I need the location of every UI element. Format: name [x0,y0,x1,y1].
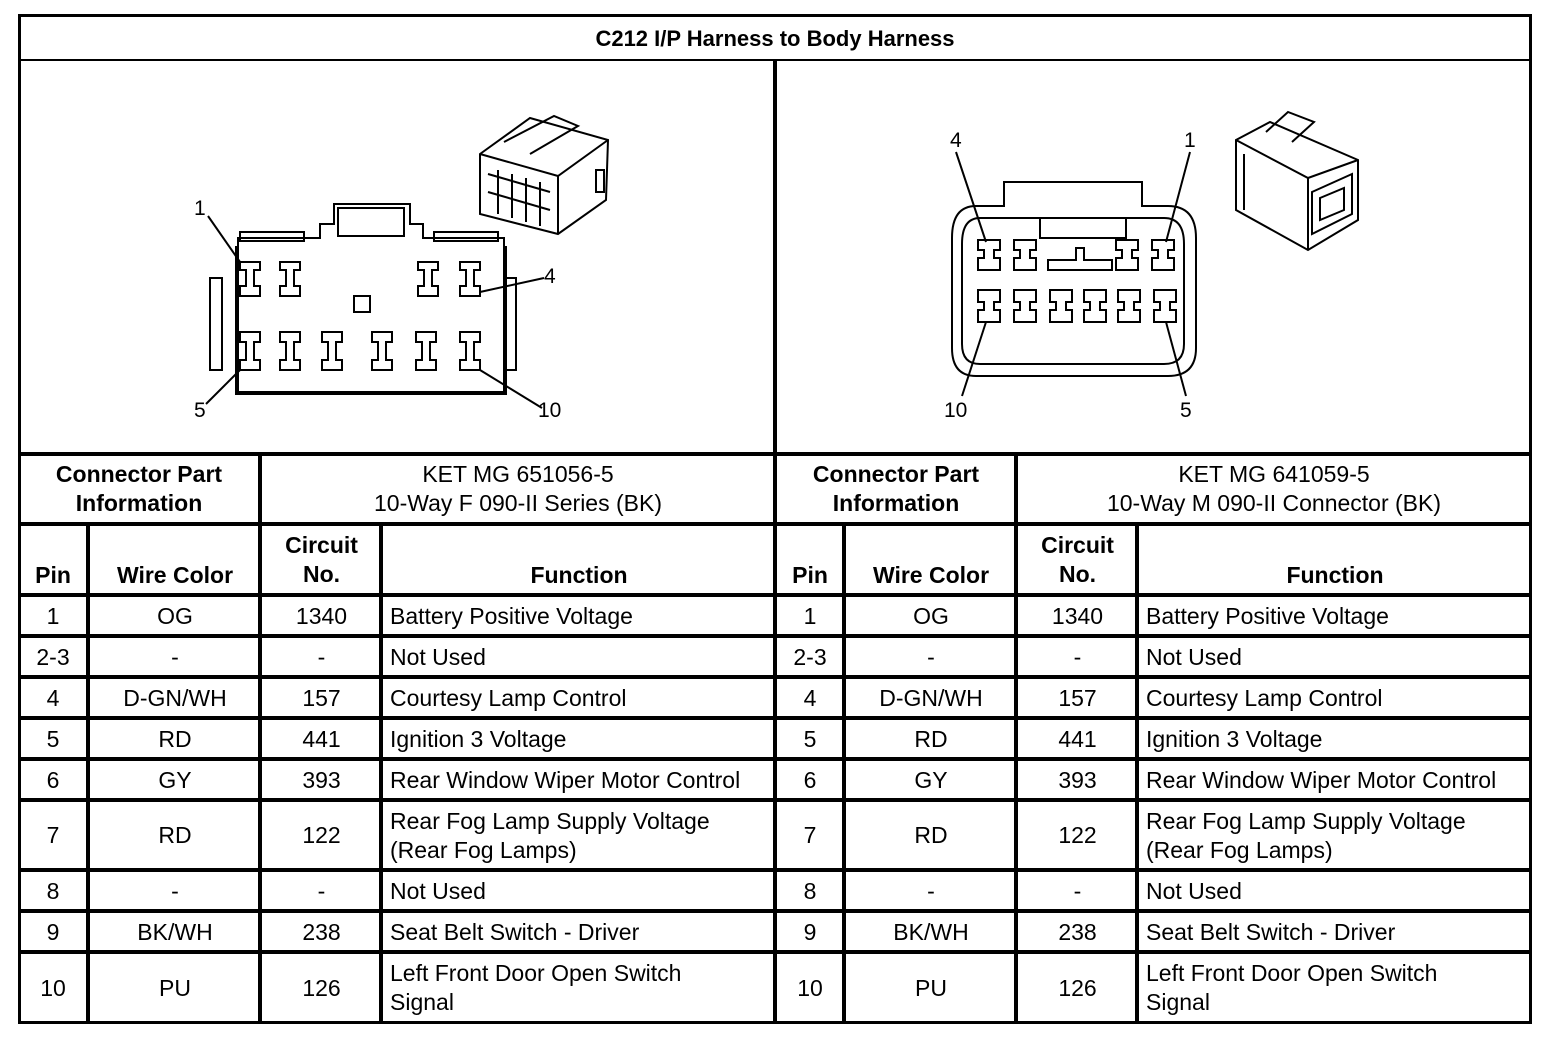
left-row-6-pin: 7 [46,822,60,848]
left-row-5-wire-color: GY [158,766,192,793]
right-row-6-circuit: 122 [1058,822,1097,848]
left-row-7-function: Not Used [390,877,486,904]
left-row-3-pin: 4 [46,684,60,711]
right-row-3-function: Courtesy Lamp Control [1146,684,1383,711]
right-row-6-pin: 7 [803,822,817,848]
left-header-pin: Pin [35,562,71,588]
left-row-9-pin: 10 [40,974,66,1001]
right-row-7-wire-color: - [927,877,935,904]
page-title: C212 I/P Harness to Body Harness [595,25,955,51]
left-row-8-function: Seat Belt Switch - Driver [390,918,640,945]
male-connector-icon [1236,112,1358,250]
left-row-1-pin: 1 [46,602,60,629]
right-row-1-pin: 1 [803,602,817,629]
right-pin-label-1: 1 [1184,129,1196,152]
right-connector-info-label: Connector Part Information [812,461,980,516]
right-row-4-wire-color: RD [914,725,948,752]
left-row-4-wire-color: RD [158,725,192,752]
right-row-4-circuit: 441 [1058,725,1097,752]
left-pin-label-4: 4 [544,265,556,288]
right-row-5-wire-color: GY [914,766,948,793]
right-row-8-circuit: 238 [1058,918,1097,945]
left-connector-info-value: KET MG 651056-5 10-Way F 090-II Series (BK) [373,461,662,516]
left-row-5-function: Rear Window Wiper Motor Control [390,766,741,793]
right-row-3-wire-color: D-GN/WH [879,684,983,711]
left-pin-label-1: 1 [194,197,206,220]
left-row-9-circuit: 126 [302,974,341,1001]
left-row-2-circuit: - [317,643,326,670]
left-row-3-circuit: 157 [302,684,341,711]
right-row-6-function: Rear Fog Lamp Supply Voltage (Rear Fog Lamps) [1146,807,1466,863]
right-header-circuit: Circuit No. [1041,532,1114,587]
left-row-1-function: Battery Positive Voltage [390,602,633,629]
right-row-1-function: Battery Positive Voltage [1146,602,1389,629]
right-connector-info-value: KET MG 641059-5 10-Way M 090-II Connector (BK) [1106,461,1442,516]
left-row-6-wire-color: RD [158,822,192,848]
right-row-8-wire-color: BK/WH [893,918,969,945]
right-row-1-wire-color: OG [913,602,949,629]
right-row-9-wire-color: PU [915,974,947,1001]
left-row-8-wire-color: BK/WH [137,918,213,945]
right-row-3-circuit: 157 [1058,684,1097,711]
left-header-circuit: Circuit No. [285,532,358,587]
female-connector-icon [480,116,608,234]
right-row-4-function: Ignition 3 Voltage [1146,725,1323,752]
left-header-wire-color: Wire Color [116,562,234,588]
left-row-4-pin: 5 [46,725,60,752]
right-row-7-circuit: - [1073,877,1082,904]
right-row-5-function: Rear Window Wiper Motor Control [1146,766,1497,793]
left-row-4-circuit: 441 [302,725,341,752]
left-row-3-wire-color: D-GN/WH [123,684,227,711]
right-row-9-circuit: 126 [1058,974,1097,1001]
left-pin-label-5: 5 [194,399,206,422]
left-row-5-pin: 6 [46,766,60,793]
right-row-7-function: Not Used [1146,877,1242,904]
left-row-2-function: Not Used [390,643,486,670]
right-row-7-pin: 8 [803,877,817,904]
left-row-2-pin: 2-3 [36,643,70,670]
left-pin-label-10: 10 [538,399,562,422]
right-row-9-pin: 10 [797,974,823,1001]
left-row-7-circuit: - [317,877,326,904]
right-row-4-pin: 5 [803,725,817,752]
left-row-2-wire-color: - [171,643,179,670]
right-row-2-circuit: - [1073,643,1082,670]
left-row-6-function: Rear Fog Lamp Supply Voltage (Rear Fog Lamps) [390,807,710,863]
left-row-7-wire-color: - [171,877,179,904]
right-pin-label-10: 10 [944,399,968,422]
left-row-7-pin: 8 [46,877,60,904]
right-row-3-pin: 4 [803,684,817,711]
right-row-2-pin: 2-3 [793,643,827,670]
right-header-wire-color: Wire Color [872,562,990,588]
right-row-8-function: Seat Belt Switch - Driver [1146,918,1396,945]
left-row-4-function: Ignition 3 Voltage [390,725,567,752]
left-connector-info-label: Connector Part Information [55,461,223,516]
left-connector-face-icon [206,204,544,408]
right-connector-face-icon [952,152,1196,396]
left-row-8-circuit: 238 [302,918,341,945]
right-row-5-circuit: 393 [1058,766,1097,793]
right-header-function: Function [1286,562,1384,588]
right-row-6-wire-color: RD [914,822,948,848]
left-row-8-pin: 9 [46,918,60,945]
right-pin-label-4: 4 [950,129,962,152]
left-header-function: Function [530,562,628,588]
right-row-1-circuit: 1340 [1051,602,1104,629]
left-row-6-circuit: 122 [302,822,341,848]
right-row-5-pin: 6 [803,766,817,793]
left-row-1-wire-color: OG [157,602,193,629]
right-header-pin: Pin [792,562,828,588]
connector-sheet [18,14,1532,1024]
left-row-1-circuit: 1340 [295,602,348,629]
left-row-9-function: Left Front Door Open Switch Signal [390,960,682,1015]
left-row-9-wire-color: PU [159,974,191,1001]
right-row-8-pin: 9 [803,918,817,945]
left-row-5-circuit: 393 [302,766,341,793]
right-row-9-function: Left Front Door Open Switch Signal [1146,960,1438,1015]
right-pin-label-5: 5 [1180,399,1192,422]
right-row-2-function: Not Used [1146,643,1242,670]
right-row-2-wire-color: - [927,643,935,670]
left-row-3-function: Courtesy Lamp Control [390,684,627,711]
